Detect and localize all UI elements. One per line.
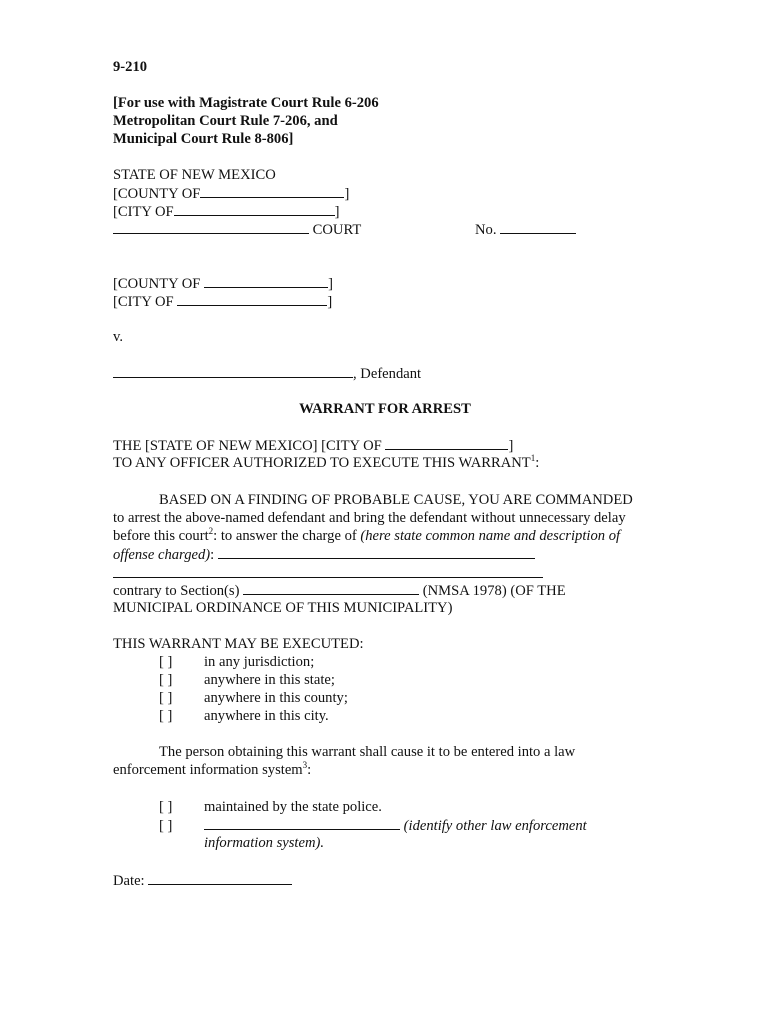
section-blank[interactable] <box>243 581 419 595</box>
footnote-3-marker: 3 <box>302 760 308 770</box>
footnote-1-marker: 1 <box>530 453 536 463</box>
address-line-1: THE [STATE OF NEW MEXICO] [CITY OF ] <box>113 438 514 454</box>
execution-option-city[interactable]: [ ] anywhere in this city. <box>159 708 329 724</box>
rule-note-line-2: Metropolitan Court Rule 7-206, and <box>113 113 338 129</box>
system-option-other[interactable]: [ ] (identify other law enforcement <box>159 818 587 834</box>
county-blank[interactable] <box>200 184 344 198</box>
defendant-blank[interactable] <box>113 364 353 378</box>
execution-option-state[interactable]: [ ] anywhere in this state; <box>159 672 335 688</box>
footnote-2-marker: 2 <box>208 526 214 536</box>
plaintiff-city-blank[interactable] <box>177 292 327 306</box>
case-number: No. <box>475 220 576 239</box>
checkbox[interactable]: [ ] <box>159 654 173 670</box>
execution-option-county[interactable]: [ ] anywhere in this county; <box>159 690 348 706</box>
checkbox[interactable]: [ ] <box>159 818 173 834</box>
caption-court: COURT <box>113 220 361 239</box>
plaintiff-city: [CITY OF ] <box>113 294 333 310</box>
system-option-other-line-2: information system). <box>204 835 324 851</box>
caption-city: [CITY OF ] <box>113 204 340 220</box>
defendant-line: , Defendant <box>113 364 421 383</box>
command-line-2: to arrest the above-named defendant and bring the defendant without unnecessary delay <box>113 510 626 526</box>
plaintiff-county-blank[interactable] <box>204 274 328 288</box>
checkbox[interactable]: [ ] <box>159 672 173 688</box>
city-blank[interactable] <box>174 202 335 216</box>
caption-state: STATE OF NEW MEXICO <box>113 167 276 183</box>
entry-line-1: The person obtaining this warrant shall cause it to be entered into a law <box>159 744 576 760</box>
entry-line-2: enforcement information system$^3$: <box>113 760 312 778</box>
case-number-blank[interactable] <box>500 220 576 234</box>
address-city-blank[interactable] <box>385 436 508 450</box>
document-title: WARRANT FOR ARREST <box>299 401 471 417</box>
command-line-3: before this court$^2$: to answer the charge of (here state common name and description of <box>113 526 621 544</box>
rule-note-line-3: Municipal Court Rule 8-806] <box>113 131 294 147</box>
address-line-2: TO ANY OFFICER AUTHORIZED TO EXECUTE THIS WARRANT$^1$: <box>113 453 540 471</box>
system-option-state-police[interactable]: [ ] maintained by the state police. <box>159 799 382 815</box>
command-line-1: BASED ON A FINDING OF PROBABLE CAUSE, YOU ARE COMMANDED <box>159 492 633 508</box>
checkbox[interactable]: [ ] <box>159 708 173 724</box>
rule-note-line-1: [For use with Magistrate Court Rule 6-206 <box>113 95 379 111</box>
date-line: Date: <box>113 871 292 890</box>
plaintiff-county: [COUNTY OF ] <box>113 276 333 292</box>
execution-option-jurisdiction[interactable]: [ ] in any jurisdiction; <box>159 654 315 670</box>
form-number: 9-210 <box>113 59 148 75</box>
checkbox[interactable]: [ ] <box>159 690 173 706</box>
execution-heading: THIS WARRANT MAY BE EXECUTED: <box>113 636 364 652</box>
offense-blank[interactable] <box>218 545 535 559</box>
command-line-4: offense charged): <box>113 545 535 564</box>
date-blank[interactable] <box>148 871 292 885</box>
other-system-blank[interactable] <box>204 816 400 830</box>
contrary-line-2: MUNICIPAL ORDINANCE OF THIS MUNICIPALITY) <box>113 600 453 616</box>
offense-continuation-blank[interactable] <box>113 577 543 578</box>
contrary-line-1: contrary to Section(s) (NMSA 1978) (OF THE <box>113 583 566 599</box>
versus: v. <box>113 329 123 345</box>
caption-county: [COUNTY OF ] <box>113 186 350 202</box>
court-blank[interactable] <box>113 220 309 234</box>
checkbox[interactable]: [ ] <box>159 799 173 815</box>
